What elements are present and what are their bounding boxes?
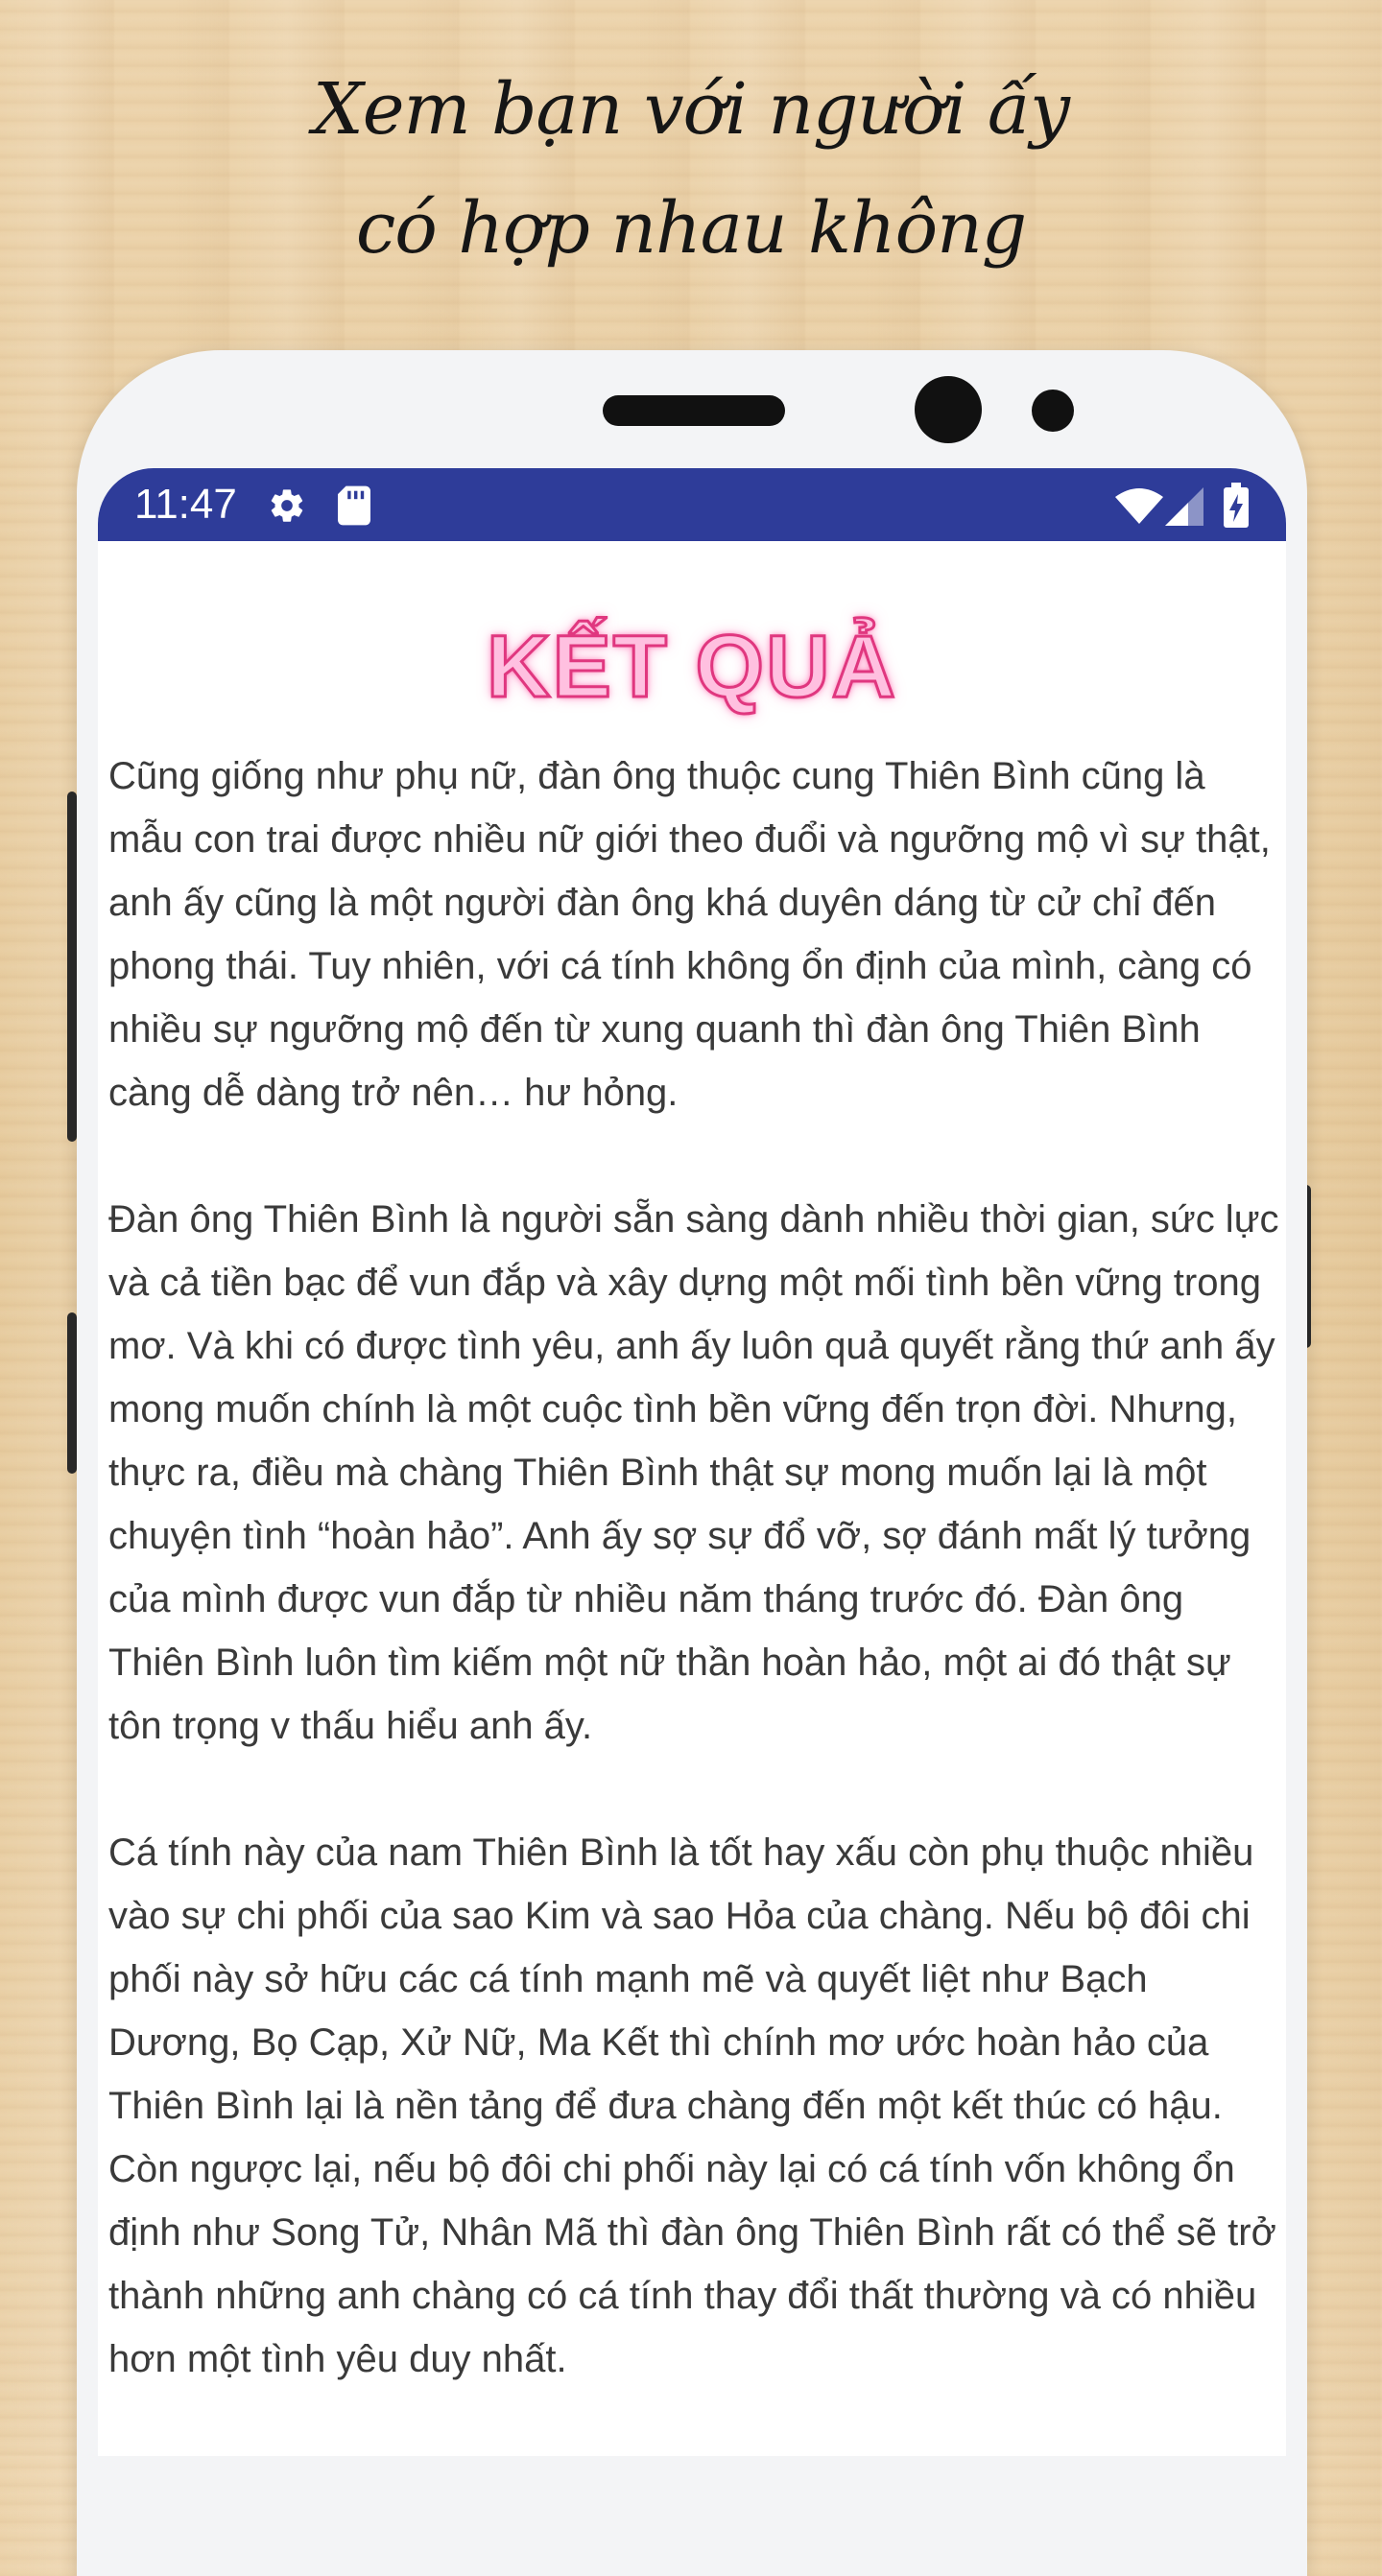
result-title: KẾT QUẢ [487, 618, 897, 716]
phone-speaker [603, 395, 785, 426]
phone-front-camera [915, 376, 982, 443]
result-paragraph: Đàn ông Thiên Bình là người sẵn sàng dành nhiều thời gian, sức lực và cả tiền bạc để vun đắp và xây dựng một mối tình bền vững trong mơ. Và khi có được tình yêu, anh ấy luôn quả quyết rằng thứ anh ấy mong muốn chính là một cuộc tình bền vững đến trọn đời. Nhưng, thực ra, điều mà chàng Thiên Bình thật sự mong muốn lại là một chuyện tình “hoàn hảo”. Anh ấy sợ sự đổ vỡ, sợ đánh mất lý tưởng của mình được vun đắp từ nhiều năm tháng trước đó. Đàn ông Thiên Bình luôn tìm kiếm một nữ thần hoàn hảo, một ai đó thật sự tôn trọng v thấu hiểu anh ấy. [108, 1198, 1279, 1747]
status-bar [98, 468, 1286, 541]
promo-title [0, 50, 1382, 288]
status-time: 11:47 [134, 481, 237, 528]
result-article [108, 744, 1284, 2454]
battery-charging-icon [1223, 483, 1250, 529]
result-content [98, 541, 1286, 2456]
phone-side-button [67, 1312, 77, 1474]
promo-title-line-1: Xem bạn với người ấy [313, 68, 1069, 151]
phone-screen [98, 468, 1286, 2456]
promo-title-line-2: có hợp nhau không [355, 187, 1027, 270]
wifi-icon [1115, 487, 1163, 526]
sd-card-icon [338, 485, 370, 526]
result-paragraph: Cá tính này của nam Thiên Bình là tốt hay xấu còn phụ thuộc nhiều vào sự chi phối của sao Kim và sao Hỏa của chàng. Nếu bộ đôi chi phối này sở hữu các cá tính mạnh mẽ và quyết liệt như Bạch Dương, Bọ Cạp, Xử Nữ, Ma Kết thì chính mơ ước hoàn hảo của Thiên Bình lại là nền tảng để đưa chàng đến một kết thúc có hậu. Còn ngược lại, nếu bộ đôi chi phối này lại có cá tính vốn không ổn định như Song Tử, Nhân Mã thì đàn ông Thiên Bình rất có thể sẽ trở thành những anh chàng có cá tính thay đổi thất thường và có nhiều hơn một tình yêu duy nhất. [108, 1832, 1276, 2380]
phone-volume-button [67, 792, 77, 1142]
result-paragraph: Cũng giống như phụ nữ, đàn ông thuộc cung Thiên Bình cũng là mẫu con trai được nhiều nữ giới theo đuổi và ngưỡng mộ vì sự thật, anh ấy cũng là một người đàn ông khá duyên dáng từ cử chỉ đến phong thái. Tuy nhiên, với cá tính không ổn định của mình, càng có nhiều sự ngưỡng mộ đến từ xung quanh thì đàn ông Thiên Bình càng dễ dàng trở nên… hư hỏng. [108, 755, 1271, 1114]
gear-icon [268, 486, 306, 525]
cell-signal-icon [1165, 487, 1203, 526]
phone-sensor [1032, 390, 1074, 432]
